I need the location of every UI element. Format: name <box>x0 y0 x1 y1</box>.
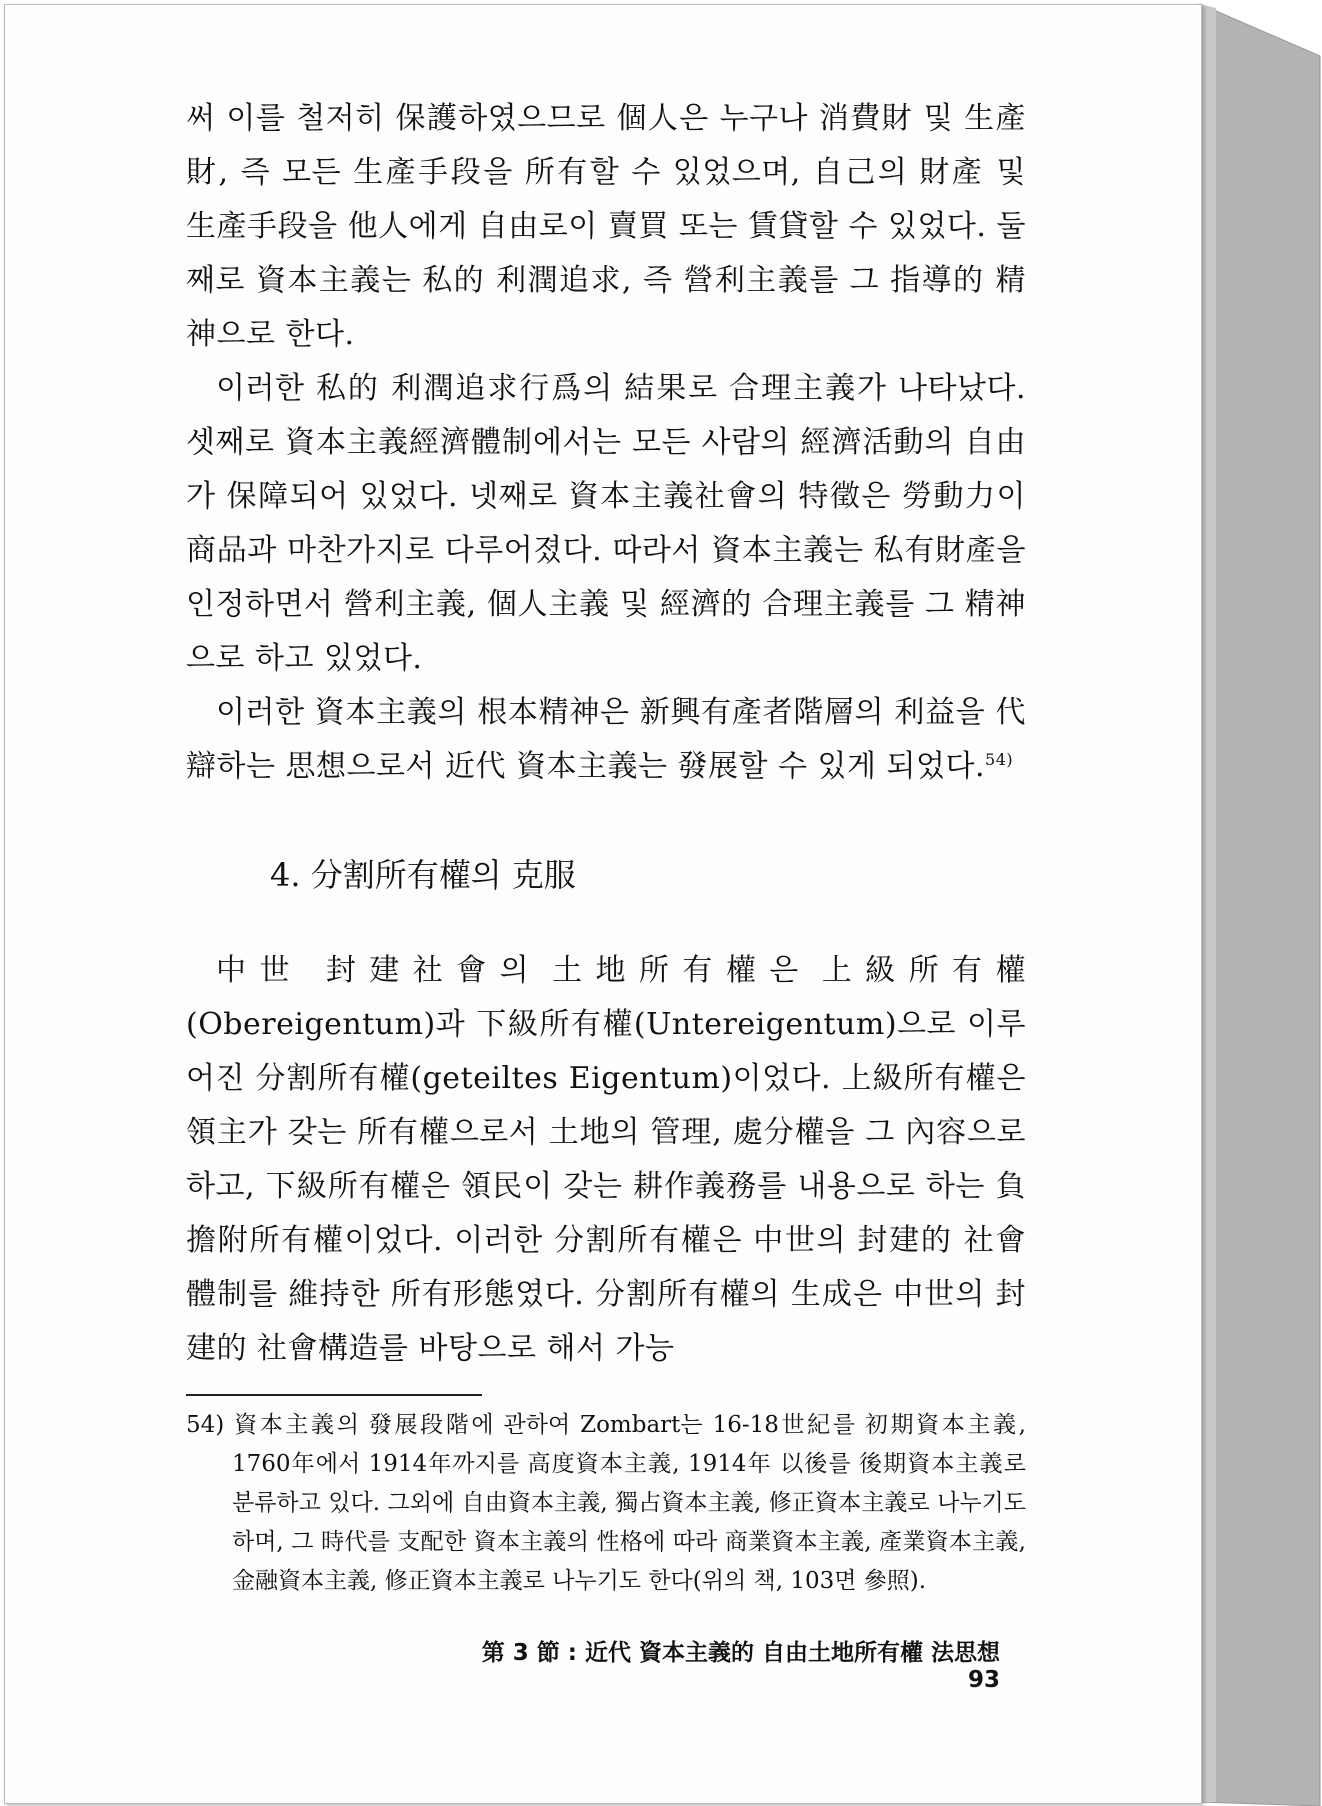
footnote-divider <box>186 1394 482 1396</box>
body-paragraph-4: 中世 封建社會의 土地所有權은 上級所有權(Obereigentum)과 下級所有權(Untereigentum)으로 이루어진 分割所有權(geteiltes Eigentum)이었다. 上級所有權은 領主가 갖는 所有權으로서 土地의 管理, 處分權을 그 內容으로 하고, 下級所有權은 領民이 갖는 耕作義務를 내용으로 하는 負擔附所有權이었다. 이러한 分割所有權은 中世의 封建的 社會體制를 維持한 所有形態였다. 分割所有權의 生成은 中世의 封建的 社會構造를 바탕으로 해서 가능 <box>186 953 1026 1366</box>
running-footer <box>440 1634 1000 1693</box>
running-footer-title: 第 3 節 : 近代 資本主義的 自由土地所有權 法思想 <box>481 1640 1000 1666</box>
page-number: 93 <box>967 1667 1000 1693</box>
footnote-reference[interactable]: 54) <box>985 750 1014 769</box>
body-paragraph-1: 써 이를 철저히 保護하였으므로 個人은 누구나 消費財 및 生產財, 즉 모든 生產手段을 所有할 수 있었으며, 自己의 財產 및 生產手段을 他人에게 自由로이 賣買 또는 賃貸할 수 있었다. 둘째로 資本主義는 私的 利潤追求, 즉 營利主義를 그 指導的 精神으로 한다. <box>186 101 1026 352</box>
section-heading: 4. 分割所有權의 克服 <box>270 856 576 894</box>
body-paragraph-2: 이러한 私的 利潤追求行爲의 結果로 合理主義가 나타났다. 셋째로 資本主義經濟體制에서는 모든 사람의 經濟活動의 自由가 保障되어 있었다. 넷째로 資本主義社會의 特徵은 勞動力이 商品과 마찬가지로 다루어졌다. 따라서 資本主義는 私有財產을 인정하면서 營利主義, 個人主義 및 經濟的 合理主義를 그 精神으로 하고 있었다. <box>186 371 1026 676</box>
body-paragraph-3 <box>186 686 1026 794</box>
footnote-54: 54) 資本主義의 發展段階에 관하여 Zombart는 16-18世紀를 初期資本主義, 1760年에서 1914年까지를 高度資本主義, 1914年 以後를 後期資本主義로 분류하고 있다. 그외에 自由資本主義, 獨占資本主義, 修正資本主義로 나누기도 하며, 그 時代를 支配한 資本主義의 性格에 따라 商業資本主義, 產業資本主義, 金融資本主義, 修正資本主義로 나누기도 한다(위의 책, 103면 參照). <box>186 1412 1026 1594</box>
page-content <box>186 92 1026 1601</box>
body-paragraph-3-text: 이러한 資本主義의 根本精神은 新興有產者階層의 利益을 代辯하는 思想으로서 近代 資本主義는 發展할 수 있게 되었다. <box>186 695 1026 784</box>
